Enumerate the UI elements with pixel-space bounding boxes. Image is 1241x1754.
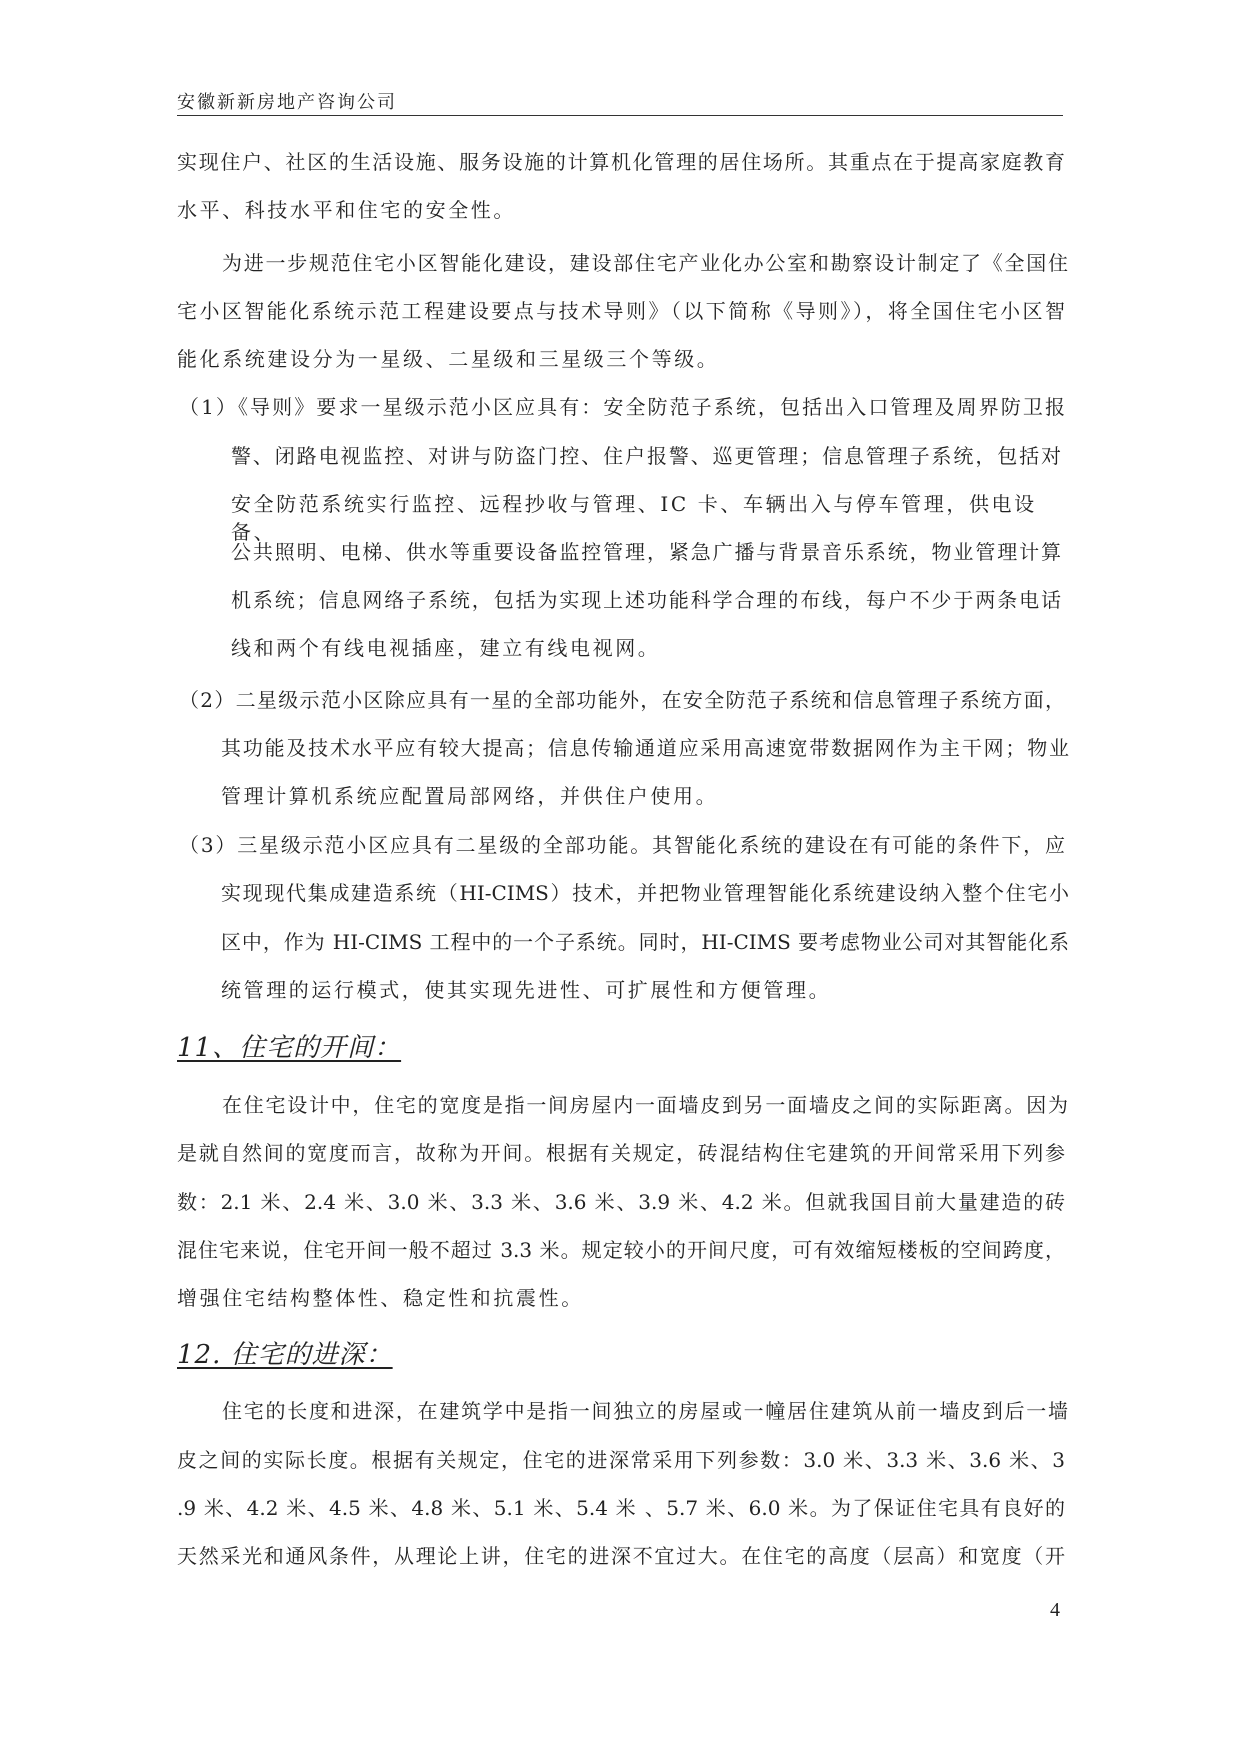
list-item-line: 实现现代集成建造系统（HI-CIMS）技术，并把物业管理智能化系统建设纳入整个住宅小 [221, 881, 1069, 905]
list-item-line: 线和两个有线电视插座，建立有线电视网。 [231, 636, 661, 660]
list-item-line: 机系统；信息网络子系统，包括为实现上述功能科学合理的布线，每户不少于两条电话 [231, 588, 1061, 612]
list-item-line: 其功能及技术水平应有较大提高；信息传输通道应采用高速宽带数据网作为主干网；物业 [221, 736, 1069, 760]
list-item-line: 公共照明、电梯、供水等重要设备监控管理，紧急广播与背景音乐系统，物业管理计算 [231, 540, 1061, 564]
paragraph-line: 皮之间的实际长度。根据有关规定，住宅的进深常采用下列参数：3.0 米、3.3 米、3.6 米、3 [177, 1448, 1065, 1472]
list-item-line: （3）三星级示范小区应具有二星级的全部功能。其智能化系统的建设在有可能的条件下，应 [179, 833, 1065, 857]
list-item-line: （1）《导则》要求一星级示范小区应具有：安全防范子系统，包括出入口管理及周界防卫报 [179, 395, 1065, 419]
list-item-line: 安全防范系统实行监控、远程抄收与管理、IC 卡、车辆出入与停车管理，供电设备、 [231, 492, 1037, 544]
section-heading: 12. 住宅的进深： [177, 1340, 393, 1370]
paragraph-line: 在住宅设计中，住宅的宽度是指一间房屋内一面墙皮到另一面墙皮之间的实际距离。因为 [222, 1093, 1068, 1117]
paragraph-line: 是就自然间的宽度而言，故称为开间。根据有关规定，砖混结构住宅建筑的开间常采用下列参 [177, 1141, 1065, 1165]
paragraph-line: 能化系统建设分为一星级、二星级和三星级三个等级。 [177, 347, 720, 371]
paragraph-line: 水平、科技水平和住宅的安全性。 [177, 198, 516, 222]
list-item-line: 管理计算机系统应配置局部网络，并供住户使用。 [221, 784, 719, 808]
paragraph-line: 增强住宅结构整体性、稳定性和抗震性。 [177, 1286, 584, 1310]
paragraph-line: 为进一步规范住宅小区智能化建设，建设部住宅产业化办公室和勘察设计制定了《全国住 [222, 251, 1068, 275]
header-company-name: 安徽新新房地产咨询公司 [177, 92, 397, 113]
paragraph-line: 天然采光和通风条件，从理论上讲，住宅的进深不宜过大。在住宅的高度（层高）和宽度（开 [177, 1544, 1065, 1568]
paragraph-line: 住宅的长度和进深，在建筑学中是指一间独立的房屋或一幢居住建筑从前一墙皮到后一墙 [222, 1399, 1068, 1423]
section-heading: 11、住宅的开间： [177, 1033, 402, 1063]
page-number: 4 [1050, 1599, 1060, 1621]
list-item-line: （2）二星级示范小区除应具有一星的全部功能外，在安全防范子系统和信息管理子系统方面， [179, 688, 1065, 712]
list-item-line: 统管理的运行模式，使其实现先进性、可扩展性和方便管理。 [221, 978, 832, 1002]
paragraph-line: 数：2.1 米、2.4 米、3.0 米、3.3 米、3.6 米、3.9 米、4.2 米。但就我国目前大量建造的砖 [177, 1190, 1065, 1214]
paragraph-line: 宅小区智能化系统示范工程建设要点与技术导则》（以下简称《导则》），将全国住宅小区智 [177, 299, 1065, 323]
paragraph-line: 实现住户、社区的生活设施、服务设施的计算机化管理的居住场所。其重点在于提高家庭教育 [177, 150, 1065, 174]
paragraph-line: .9 米、4.2 米、4.5 米、4.8 米、5.1 米、5.4 米 、5.7 米、6.0 米。为了保证住宅具有良好的 [177, 1496, 1065, 1520]
list-item-line: 警、闭路电视监控、对讲与防盗门控、住户报警、巡更管理；信息管理子系统，包括对 [231, 444, 1061, 468]
paragraph-line: 混住宅来说，住宅开间一般不超过 3.3 米。规定较小的开间尺度，可有效缩短楼板的空间跨度， [177, 1238, 1065, 1262]
header-rule [177, 115, 1063, 116]
list-item-line: 区中，作为 HI-CIMS 工程中的一个子系统。同时，HI-CIMS 要考虑物业公司对其智能化系 [221, 930, 1069, 954]
